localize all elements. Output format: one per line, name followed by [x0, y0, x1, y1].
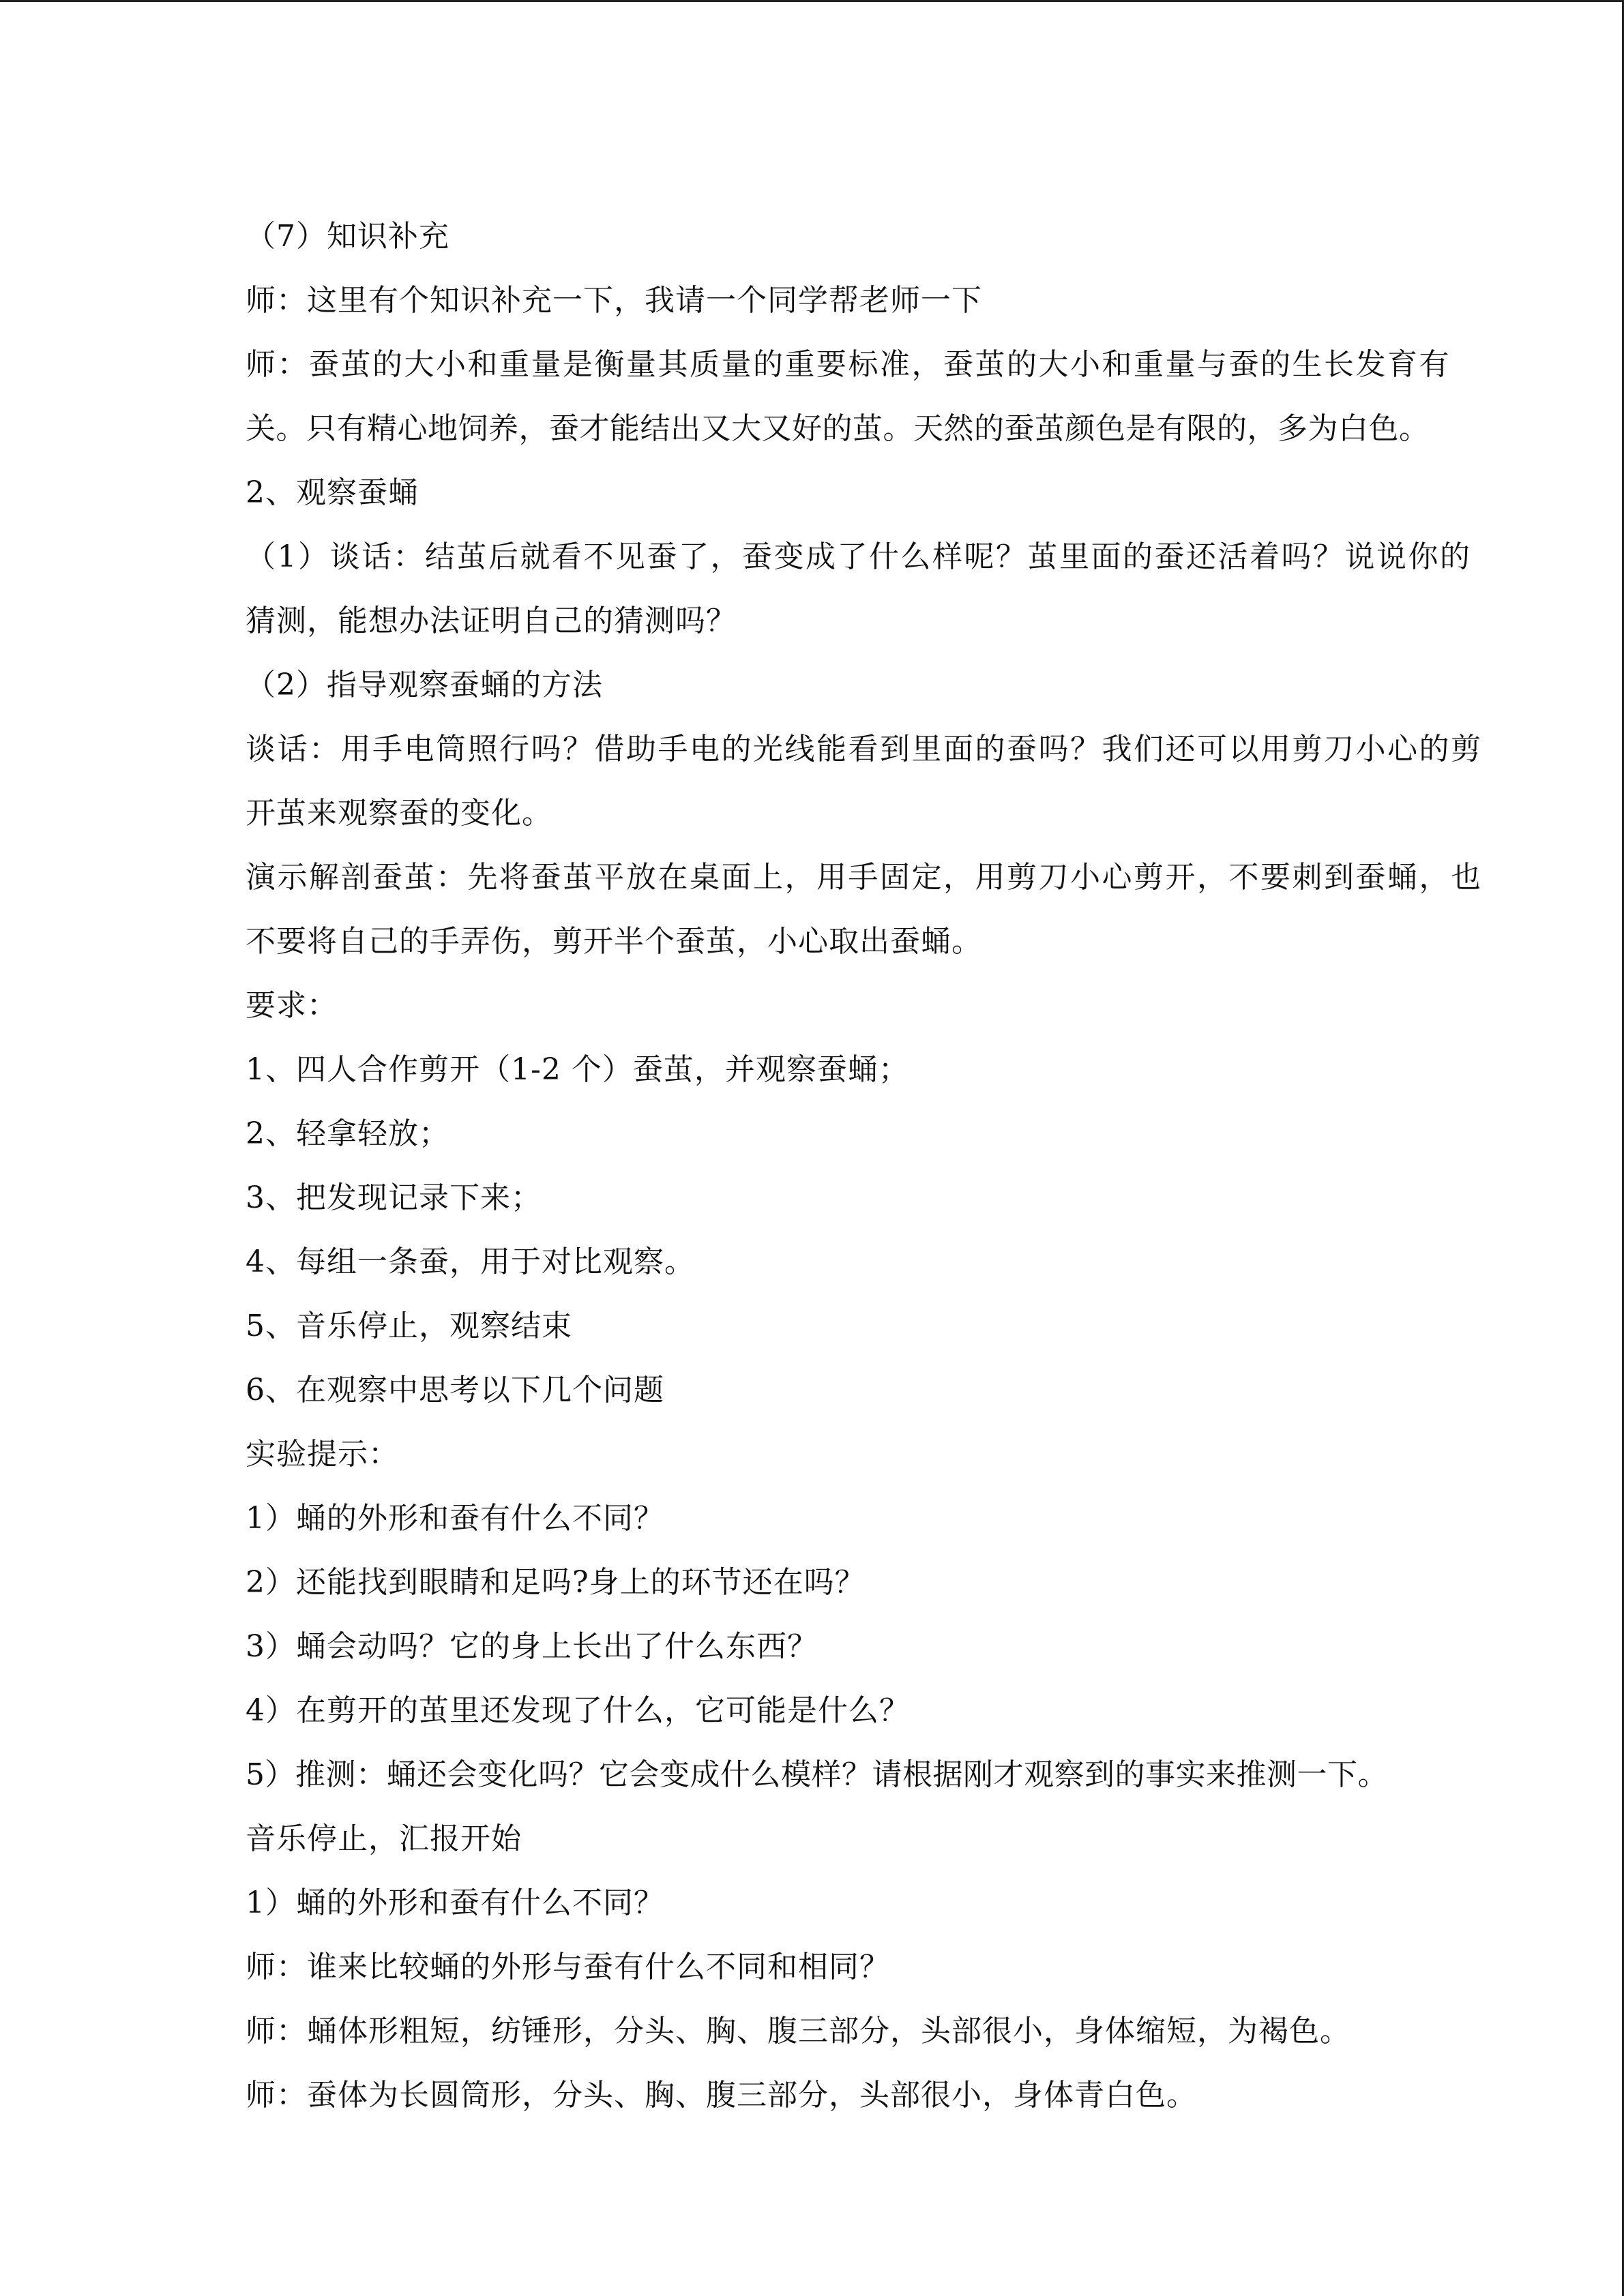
paragraph-line: 师：蚕体为长圆筒形，分头、胸、腹三部分，头部很小，身体青白色。	[246, 2078, 1197, 2113]
paragraph-line: 不要将自己的手弄伤，剪开半个蚕茧，小心取出蚕蛹。	[246, 924, 982, 959]
paragraph-line: 关。只有精心地饲养，蚕才能结出又大又好的茧。天然的蚕茧颜色是有限的，多为白色。	[246, 411, 1430, 446]
paragraph-line: 师：谁来比较蛹的外形与蚕有什么不同和相同？	[246, 1950, 890, 1984]
list-item: 1）蛹的外形和蚕有什么不同？	[246, 1501, 664, 1536]
paragraph-line: 音乐停止，汇报开始	[246, 1821, 522, 1856]
paragraph-line: 开茧来观察蚕的变化。	[246, 796, 552, 831]
paragraph-line: 谈话：用手电筒照行吗？借助手电的光线能看到里面的蚕吗？我们还可以用剪刀小心的剪	[246, 732, 1483, 766]
list-item: 5）推测：蛹还会变化吗？它会变成什么模样？请根据刚才观察到的事实来推测一下。	[246, 1757, 1388, 1792]
list-item: 1）蛹的外形和蚕有什么不同？	[246, 1885, 664, 1920]
list-item: 3）蛹会动吗？它的身上长出了什么东西？	[246, 1629, 818, 1664]
section-heading-observe-pupa: 2、观察蚕蛹	[246, 475, 419, 510]
list-item: 2、轻拿轻放；	[246, 1116, 449, 1151]
list-item: 1、四人合作剪开（1-2 个）蚕茧，并观察蚕蛹；	[246, 1052, 909, 1087]
list-item: 4）在剪开的茧里还发现了什么，它可能是什么？	[246, 1693, 910, 1728]
page-border-top	[0, 0, 1624, 2]
list-item: 5、音乐停止，观察结束	[246, 1309, 572, 1343]
experiment-tips-heading: 实验提示：	[246, 1437, 399, 1472]
list-item: 4、每组一条蚕，用于对比观察。	[246, 1244, 695, 1279]
paragraph-line: 师：蛹体形粗短，纺锤形，分头、胸、腹三部分，头部很小，身体缩短，为褐色。	[246, 2014, 1350, 2048]
requirements-heading: 要求：	[246, 988, 338, 1023]
list-item: 3、把发现记录下来；	[246, 1180, 542, 1215]
list-item: 2）还能找到眼睛和足吗?身上的环节还在吗？	[246, 1565, 866, 1600]
section-heading-knowledge: （7）知识补充	[246, 219, 449, 254]
paragraph-line: （1）谈话：结茧后就看不见蚕了，蚕变成了什么样呢？茧里面的蚕还活着吗？说说你的	[246, 539, 1472, 574]
list-item: 6、在观察中思考以下几个问题	[246, 1373, 664, 1407]
paragraph-line: 猜测，能想办法证明自己的猜测吗？	[246, 603, 737, 638]
paragraph-line: 师：这里有个知识补充一下，我请一个同学帮老师一下	[246, 283, 982, 318]
subheading-method: （2）指导观察蚕蛹的方法	[246, 668, 603, 702]
document-body	[246, 205, 1528, 2128]
paragraph-line: 演示解剖蚕茧：先将蚕茧平放在桌面上，用手固定，用剪刀小心剪开，不要刺到蚕蛹，也	[246, 860, 1483, 895]
paragraph-line: 师：蚕茧的大小和重量是衡量其质量的重要标准，蚕茧的大小和重量与蚕的生长发育有	[246, 347, 1451, 382]
